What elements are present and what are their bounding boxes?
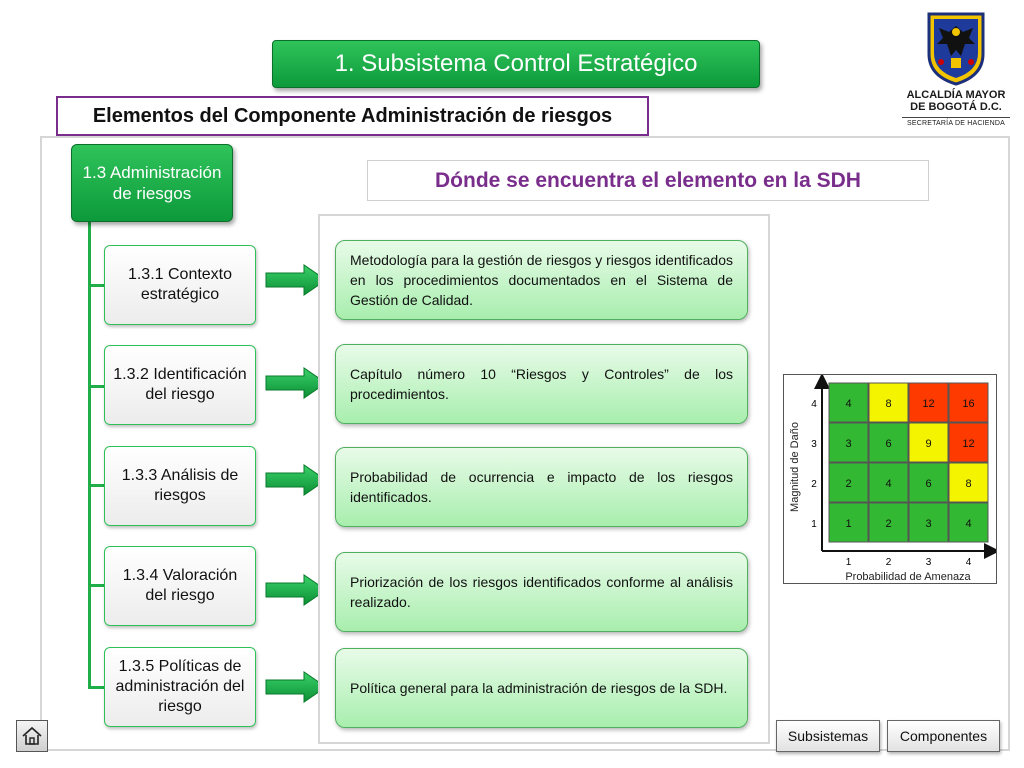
matrix-cell-value: 2 — [885, 518, 892, 530]
y-tick-label: 4 — [811, 399, 817, 410]
x-axis-label: Probabilidad de Amenaza — [845, 571, 971, 583]
matrix-cell-value: 8 — [965, 478, 972, 490]
page-title: 1. Subsistema Control Estratégico — [272, 40, 760, 88]
matrix-cell-value: 16 — [962, 398, 975, 410]
node-contexto-estrategico[interactable]: 1.3.1 Contexto estratégico — [104, 245, 256, 325]
description-text: Metodología para la gestión de riesgos y riesgos identificados en los procedimientos documentados en el Sistema de Gestión de Calidad. — [350, 252, 733, 308]
matrix-cell-value: 6 — [885, 438, 892, 450]
description-box-2 — [335, 344, 748, 424]
risk-matrix-chart — [784, 375, 996, 583]
matrix-cell-value: 1 — [845, 518, 852, 530]
tree-vertical-line — [88, 222, 91, 688]
alcaldia-logo — [900, 10, 1012, 135]
description-box-4 — [335, 552, 748, 632]
matrix-cell-value: 6 — [925, 478, 932, 490]
description-text: Priorización de los riesgos identificados conforme al análisis realizado. — [350, 574, 733, 610]
node-valoracion-riesgo[interactable]: 1.3.4 Valoración del riesgo — [104, 546, 256, 626]
home-button[interactable] — [16, 720, 48, 752]
y-tick-label: 1 — [811, 519, 817, 530]
description-box-3 — [335, 447, 748, 527]
matrix-cell-value: 8 — [885, 398, 892, 410]
tree-branch-5 — [88, 686, 104, 689]
y-axis-label: Magnitud de Daño — [789, 422, 801, 512]
matrix-cell-value: 12 — [922, 398, 935, 410]
subsistemas-button[interactable]: Subsistemas — [776, 720, 880, 752]
matrix-cell-value: 3 — [925, 518, 932, 530]
y-tick-label: 3 — [811, 439, 817, 450]
home-icon — [21, 726, 43, 746]
matrix-cell-value: 12 — [962, 438, 975, 450]
logo-divider — [902, 117, 1010, 118]
node-politicas-administracion[interactable]: 1.3.5 Políticas de administración del riesgo — [104, 647, 256, 727]
description-box-1 — [335, 240, 748, 320]
node-analisis-riesgos[interactable]: 1.3.3 Análisis de riesgos — [104, 446, 256, 526]
y-tick-label: 2 — [811, 479, 817, 490]
risk-matrix — [783, 374, 997, 584]
coat-of-arms-icon — [925, 10, 987, 86]
matrix-cell-value: 4 — [965, 518, 972, 530]
x-tick-label: 1 — [845, 557, 852, 568]
x-tick-label: 3 — [925, 557, 932, 568]
matrix-cell-value: 3 — [845, 438, 852, 450]
matrix-cell-value: 4 — [885, 478, 892, 490]
logo-line-2: DE BOGOTÁ D.C. — [910, 101, 1002, 113]
tree-branch-2 — [88, 385, 104, 388]
matrix-cell-value: 9 — [925, 438, 932, 450]
description-text: Capítulo número 10 “Riesgos y Controles” de los procedimientos. — [350, 366, 733, 402]
logo-line-3: SECRETARÍA DE HACIENDA — [906, 120, 1005, 127]
matrix-cell-value: 4 — [845, 398, 852, 410]
section-subtitle: Elementos del Componente Administración de riesgos — [56, 96, 649, 136]
componentes-button[interactable]: Componentes — [887, 720, 1000, 752]
description-text: Probabilidad de ocurrencia e impacto de los riesgos identificados. — [350, 469, 733, 505]
description-text: Política general para la administración de riesgos de la SDH. — [350, 680, 728, 696]
x-tick-label: 4 — [965, 557, 972, 568]
tree-branch-3 — [88, 484, 104, 487]
node-identificacion-riesgo[interactable]: 1.3.2 Identificación del riesgo — [104, 345, 256, 425]
root-node-administracion-riesgos[interactable]: 1.3 Administración de riesgos — [71, 144, 233, 222]
tree-branch-1 — [88, 284, 104, 287]
x-tick-label: 2 — [885, 557, 892, 568]
logo-line-1: ALCALDÍA MAYOR — [906, 89, 1006, 101]
where-heading: Dónde se encuentra el elemento en la SDH — [367, 160, 929, 201]
description-box-5 — [335, 648, 748, 728]
matrix-cell-value: 2 — [845, 478, 852, 490]
tree-branch-4 — [88, 584, 104, 587]
